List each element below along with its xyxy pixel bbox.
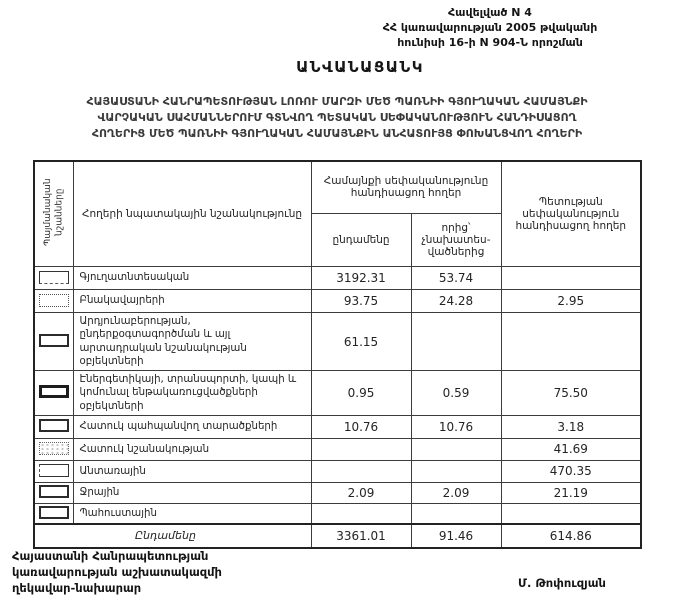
- legend-rect-icon: [39, 294, 69, 307]
- community-total-value: [311, 438, 411, 460]
- appendix-number: Հավելված N 4: [448, 6, 532, 19]
- state-value: 2.95: [501, 290, 641, 313]
- decree-year: ՀՀ կառավարության 2005 թվականի: [382, 20, 598, 34]
- community-total-value: 2.09: [311, 482, 411, 503]
- appendix-reference: [322, 6, 658, 51]
- state-value: 75.50: [501, 371, 641, 416]
- community-subset-value: 2.09: [411, 482, 501, 503]
- decree-number: հունիսի 16-ի N 904-Ն որոշման: [397, 35, 583, 49]
- community-total-value: 3192.31: [311, 267, 411, 290]
- total-community-total-value: 3361.01: [311, 524, 411, 548]
- total-state-value: 614.86: [501, 524, 641, 548]
- signatory-title-line-3: ղեկավար-նախարար: [12, 581, 142, 596]
- legend-symbol-cell: [34, 371, 73, 416]
- header-community-group: Համայնքի սեփականությունը հանդիսացող հողեր: [311, 161, 501, 213]
- signatory-name: Մ. Թոփուզյան: [518, 576, 606, 590]
- page-title: ԱՆՎԱՆԱՑԱՆԿ: [296, 58, 424, 76]
- table-row: [34, 371, 641, 416]
- row-label: Էներգետիկայի, տրանսպորտի, կապի և կոմունալ ենթակառուցվածքների օբյեկտների: [73, 371, 311, 416]
- row-label: Հատուկ նշանակության: [73, 438, 311, 460]
- community-total-value: 61.15: [311, 313, 411, 371]
- legend-rect-icon: [39, 464, 69, 477]
- community-total-value: 0.95: [311, 371, 411, 416]
- legend-rect-icon: [39, 442, 69, 455]
- legend-rect-icon: [39, 419, 69, 432]
- header-symbol-label: Պայմանական նշանները: [42, 178, 64, 246]
- header-community-total: ընդամենը: [311, 213, 411, 266]
- row-label: Հատուկ պահպանվող տարածքների: [73, 415, 311, 438]
- community-total-value: 93.75: [311, 290, 411, 313]
- legend-symbol-cell: [34, 438, 73, 460]
- header-purpose-column: Հողերի նպատակային նշանակությունը: [73, 161, 311, 267]
- row-label: Պահուստային: [73, 503, 311, 524]
- table-row: [34, 503, 641, 524]
- subtitle-line-3: ՀՈՂԵՐԻՑ ՄԵԾ ՊԱՌՆԻԻ ԳՅՈՒՂԱԿԱՆ ՀԱՄԱՅՆՔԻՆ ԱՆՀԱՏՈՒՅՑ ՓՈԽԱՆՑՎՈՂ ՀՈՂԵՐԻ: [91, 126, 583, 140]
- state-value: 470.35: [501, 460, 641, 482]
- row-label: Բնակավայրերի: [73, 290, 311, 313]
- legend-symbol-cell: [34, 482, 73, 503]
- community-subset-value: [411, 313, 501, 371]
- community-subset-value: 0.59: [411, 371, 501, 416]
- legend-symbol-cell: [34, 460, 73, 482]
- table-row: [34, 313, 641, 371]
- table-total-row: [34, 524, 641, 548]
- signatory-title-line-1: Հայաստանի Հանրապետության: [12, 549, 209, 563]
- community-subset-value: [411, 503, 501, 524]
- signatory-title-block: [12, 548, 222, 596]
- legend-symbol-cell: [34, 290, 73, 313]
- legend-symbol-cell: [34, 415, 73, 438]
- table-row: [34, 438, 641, 460]
- legend-rect-icon: [39, 385, 69, 398]
- community-subset-value: 10.76: [411, 415, 501, 438]
- row-label: Անտառային: [73, 460, 311, 482]
- header-symbol-column: [34, 161, 73, 267]
- subtitle-line-1: ՀԱՅԱՍՏԱՆԻ ՀԱՆՐԱՊԵՏՈՒԹՅԱՆ ԼՈՌՈՒ ՄԱՐԶԻ ՄԵԾ ՊԱՌՆԻԻ ԳՅՈՒՂԱԿԱՆ ՀԱՄԱՅՆՔԻ: [86, 95, 588, 108]
- community-subset-value: 53.74: [411, 267, 501, 290]
- row-label: Ջրային: [73, 482, 311, 503]
- community-total-value: 10.76: [311, 415, 411, 438]
- table-row: [34, 482, 641, 503]
- signatory-title-line-2: կառավարության աշխատակազմի: [12, 565, 222, 580]
- document-subtitle: [10, 94, 664, 142]
- legend-symbol-cell: [34, 503, 73, 524]
- legend-symbol-cell: [34, 313, 73, 371]
- community-subset-value: [411, 460, 501, 482]
- subtitle-line-2: ՎԱՐՉԱԿԱՆ ՍԱՀՄԱՆՆԵՐՈՒՄ ԳՏՆՎՈՂ ՊԵՏԱԿԱՆ ՍԵՓԱԿԱՆՈՒԹՅՈՒՆ ՀԱՆԴԻՍԱՑՈՂ: [97, 110, 577, 124]
- table-row: [34, 460, 641, 482]
- state-value: 41.69: [501, 438, 641, 460]
- community-total-value: [311, 460, 411, 482]
- table-row: [34, 267, 641, 290]
- state-value: [501, 267, 641, 290]
- legend-rect-icon: [39, 485, 69, 498]
- legend-rect-icon: [39, 506, 69, 519]
- header-community-subset: որից՝ չնախատես-վածներից: [411, 213, 501, 266]
- legend-symbol-cell: [34, 267, 73, 290]
- land-transfer-table: [33, 160, 642, 549]
- state-value: [501, 313, 641, 371]
- community-subset-value: 24.28: [411, 290, 501, 313]
- table-row: [34, 415, 641, 438]
- state-value: 21.19: [501, 482, 641, 503]
- row-label: Արդյունաբերության, ընդերքօգտագործման և այլ արտադրական նշանակության օբյեկտների: [73, 313, 311, 371]
- header-state-column: Պետության սեփականություն հանդիսացող հողեր: [501, 161, 641, 267]
- community-total-value: [311, 503, 411, 524]
- state-value: 3.18: [501, 415, 641, 438]
- table-row: [34, 290, 641, 313]
- legend-rect-icon: [39, 271, 69, 284]
- row-label: Գյուղատնտեսական: [73, 267, 311, 290]
- total-row-label: Ընդամենը: [34, 524, 311, 548]
- total-community-subset-value: 91.46: [411, 524, 501, 548]
- community-subset-value: [411, 438, 501, 460]
- legend-rect-icon: [39, 334, 69, 347]
- state-value: [501, 503, 641, 524]
